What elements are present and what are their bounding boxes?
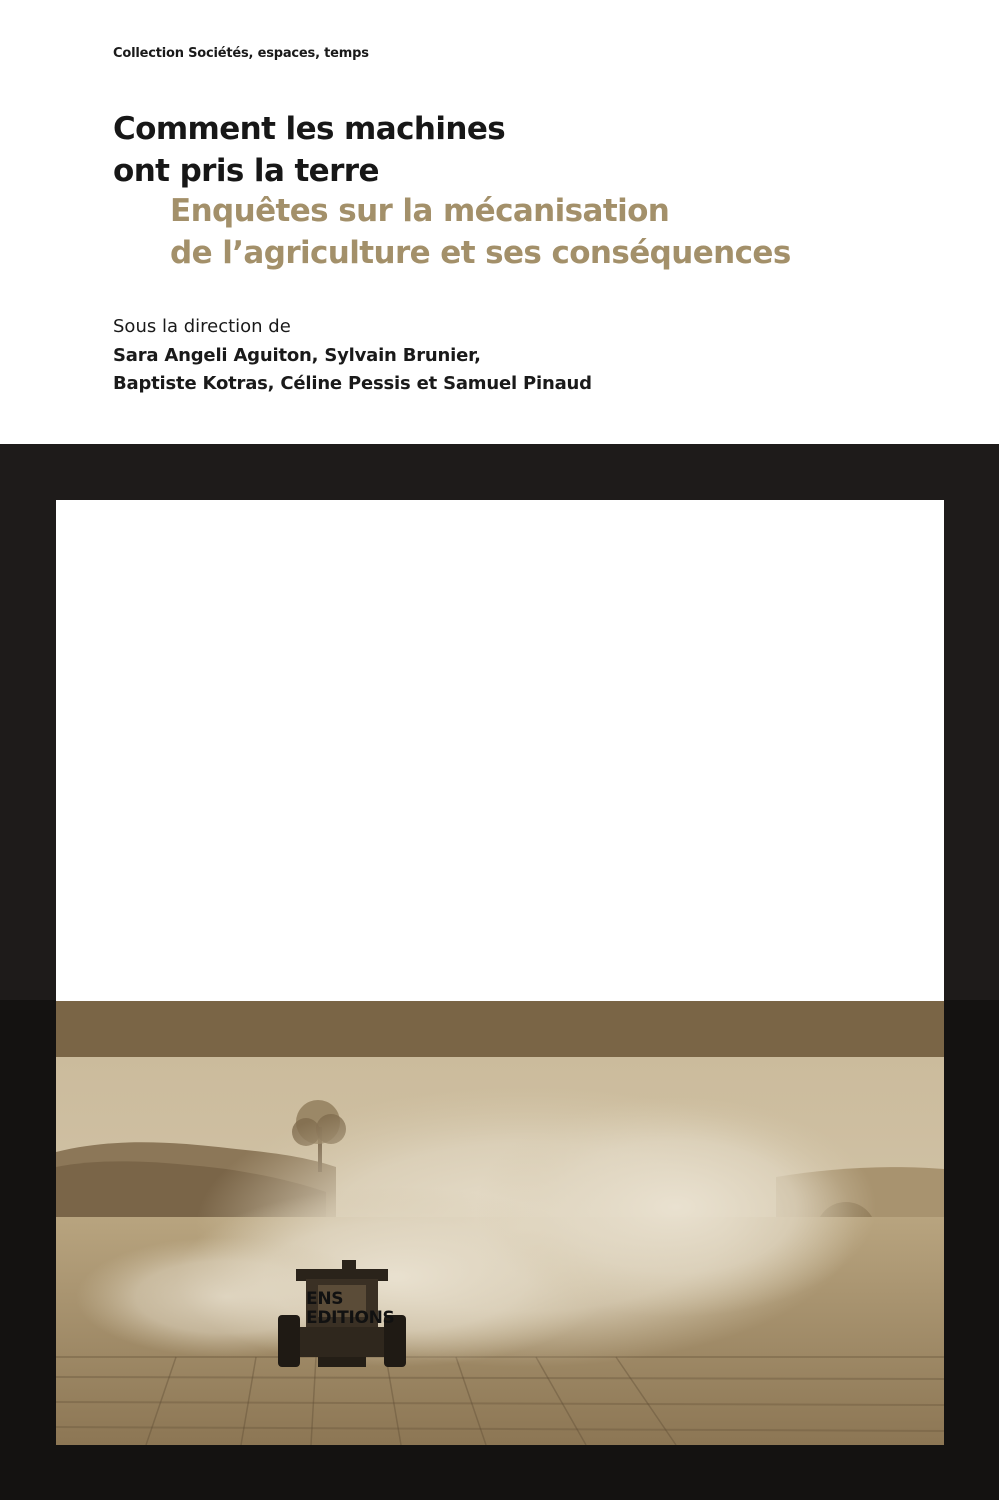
book-subtitle-line-1: Enquêtes sur la mécanisation bbox=[170, 193, 670, 229]
authors-list bbox=[113, 342, 592, 398]
book-title-line-2: ont pris la terre bbox=[113, 153, 379, 189]
cover-brown-strip bbox=[56, 1001, 944, 1057]
cover-white-panel bbox=[56, 500, 944, 1001]
book-subtitle bbox=[170, 190, 791, 274]
book-title bbox=[113, 108, 505, 192]
publisher-line-2: EDITIONS bbox=[306, 1308, 395, 1328]
publisher-logo bbox=[306, 1290, 395, 1328]
authors-line-2: Baptiste Kotras, Céline Pessis et Samuel Pinaud bbox=[113, 373, 592, 394]
book-title-line-1: Comment les machines bbox=[113, 111, 506, 147]
collection-name: Collection Sociétés, espaces, temps bbox=[113, 46, 369, 61]
tractor-field-photo bbox=[56, 1057, 944, 1445]
book-subtitle-line-2: de l’agriculture et ses conséquences bbox=[170, 235, 791, 271]
publisher-line-1: ENS bbox=[306, 1289, 344, 1309]
direction-label: Sous la direction de bbox=[113, 316, 291, 337]
authors-line-1: Sara Angeli Aguiton, Sylvain Brunier, bbox=[113, 345, 481, 366]
